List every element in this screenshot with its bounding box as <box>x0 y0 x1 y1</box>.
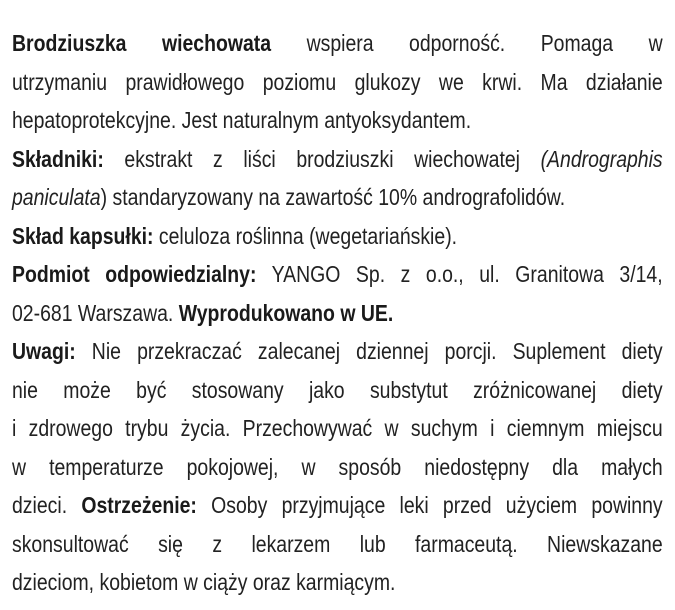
bold-label: Składniki: <box>12 145 104 172</box>
text-line <box>12 371 663 410</box>
text-line <box>12 486 663 525</box>
text-line <box>12 101 663 140</box>
body-text: YANGO Sp. z o.o., ul. Granitowa 3/14, <box>256 261 663 287</box>
text-line <box>12 563 663 602</box>
italic-text: (Andrographis <box>540 145 663 172</box>
body-text: skonsultować się z lekarzem lub farmaceutą. Niewskazane <box>12 530 663 557</box>
bold-label: Uwagi: <box>12 338 76 364</box>
italic-text: paniculata <box>12 184 101 210</box>
text-line <box>12 217 663 256</box>
body-text: dzieciom, kobietom w ciąży oraz karmiącym. <box>12 569 396 595</box>
body-text: nie może być stosowany jako substytut zróżnicowanej diety <box>12 376 663 403</box>
body-text: wspiera odporność. Pomaga w <box>271 30 663 56</box>
bold-label: Skład kapsułki: <box>12 222 154 249</box>
body-text: utrzymaniu prawidłowego poziomu glukozy we krwi. Ma działanie <box>12 68 663 95</box>
body-text: Nie przekraczać zalecanej dziennej porcji. Suplement diety <box>75 338 663 364</box>
body-text: ) standaryzowany na zawartość 10% andrografolidów. <box>100 184 566 210</box>
body-text: 02-681 Warszawa. <box>12 299 179 326</box>
body-text: hepatoprotekcyjne. Jest naturalnym antyoksydantem. <box>12 107 472 133</box>
bold-label: Ostrzeżenie: <box>81 492 197 518</box>
body-text: dzieci. <box>12 492 82 518</box>
text-line <box>12 24 663 63</box>
body-text: w temperaturze pokojowej, w sposób niedostępny dla małych <box>12 453 663 480</box>
body-text: ekstrakt z liści brodziuszki wiechowatej <box>103 145 541 172</box>
text-line <box>12 63 663 102</box>
bold-label: Podmiot odpowiedzialny: <box>12 261 257 287</box>
text-line <box>12 178 663 217</box>
body-text: celuloza roślinna (wegetariańskie). <box>153 222 458 249</box>
text-line <box>12 525 663 564</box>
text-line <box>12 255 663 294</box>
text-line <box>12 140 663 179</box>
text-line <box>12 294 663 333</box>
product-label-text <box>12 24 663 602</box>
body-text: i zdrowego trybu życia. Przechowywać w suchym i ciemnym miejscu <box>12 415 663 441</box>
bold-label: Wyprodukowano w UE. <box>178 299 394 326</box>
body-text: Osoby przyjmujące leki przed użyciem powinny <box>196 492 663 518</box>
text-line <box>12 409 663 448</box>
bold-label: Brodziuszka wiechowata <box>12 30 272 56</box>
text-line <box>12 448 663 487</box>
text-line <box>12 332 663 371</box>
